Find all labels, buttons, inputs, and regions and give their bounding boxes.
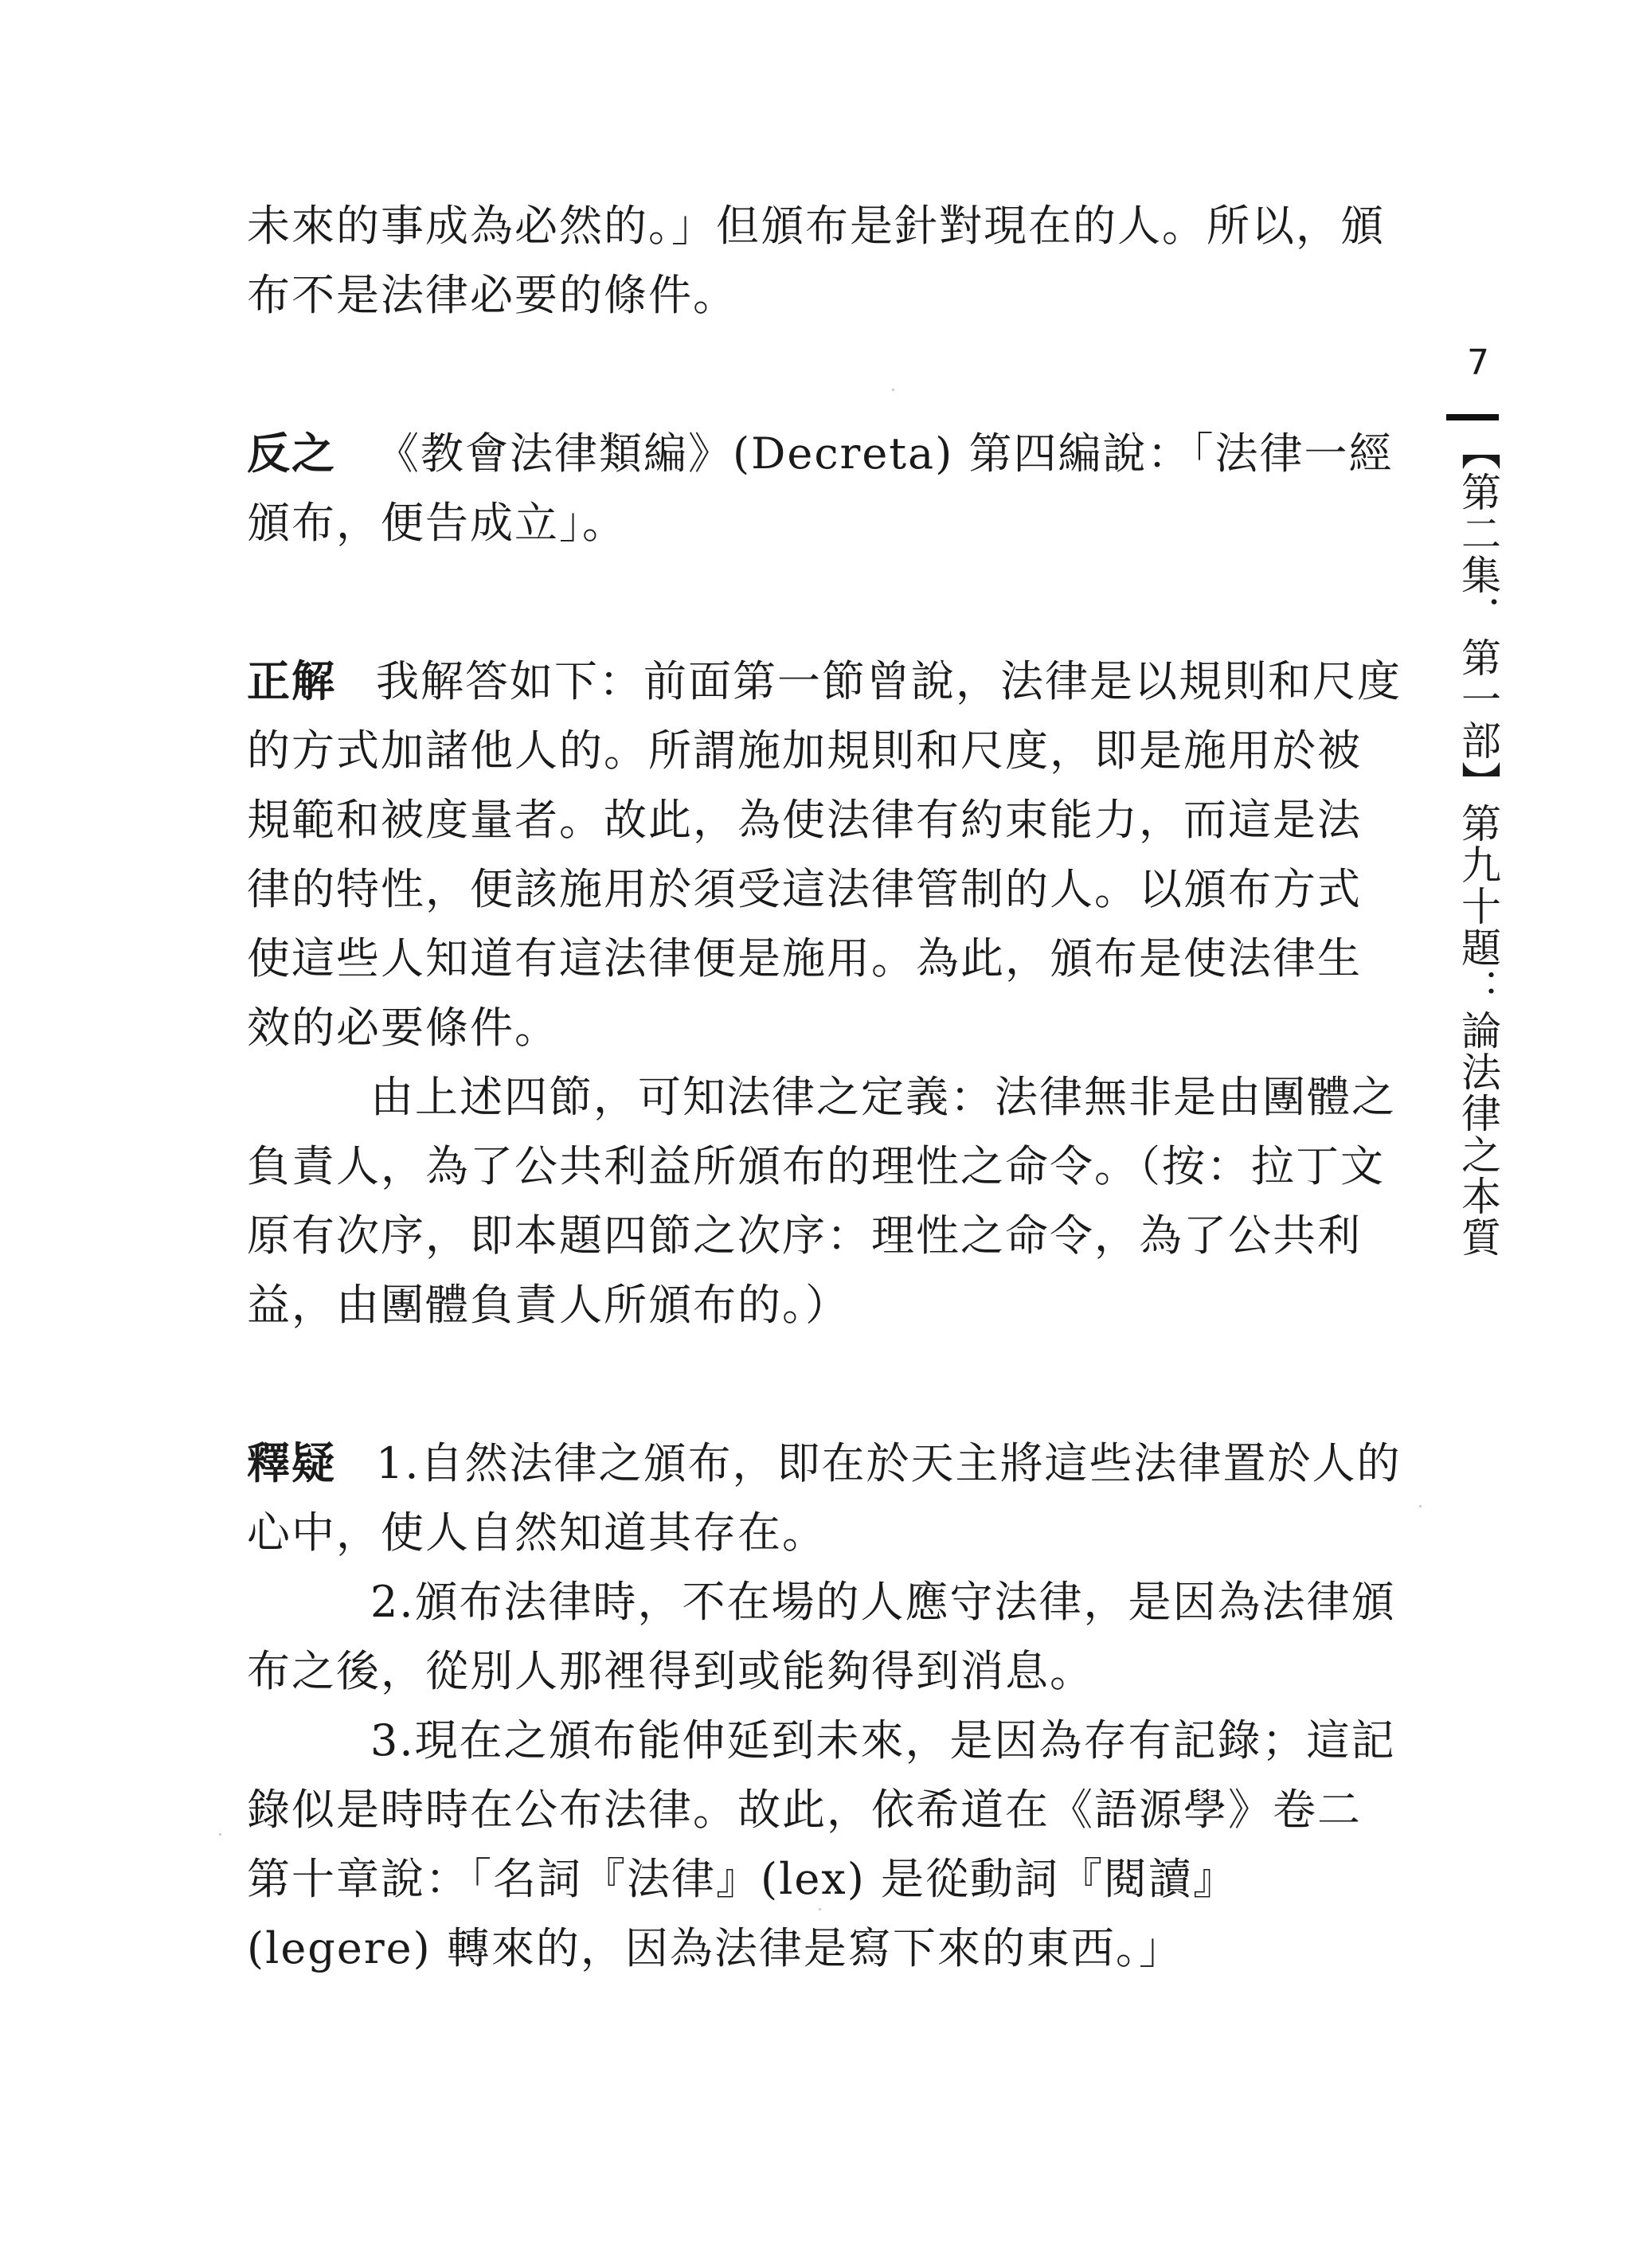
paragraph-text: 1.自然法律之頒布，即在於天主將這些法律置於人的心中，使人自然知道其存在。	[247, 1438, 1402, 1558]
section-replies	[247, 1429, 1402, 1983]
header-rule	[1446, 414, 1499, 420]
paragraph: 由上述四節，可知法律之定義：法律無非是由團體之負責人，為了公共利益所頒布的理性之命令。（按：拉丁文原有次序，即本題四節之次序：理性之命令，為了公共利益，由團體負責人所頒布的。）	[247, 1072, 1396, 1330]
scan-speck	[1419, 1505, 1422, 1507]
page-number: 7	[1467, 342, 1489, 383]
paragraph	[247, 1429, 1402, 1567]
paragraph: 3.現在之頒布能伸延到未來，是因為存有記錄；這記錄似是時時在公布法律。故此，依希道在《語源學》卷二第十章說：「名詞『法律』(lex) 是從動詞『閱讀』(legere) 轉來的，因為法律是寫下來的東西。」	[247, 1715, 1396, 1973]
body-text	[247, 191, 1402, 1983]
scan-speck	[892, 389, 894, 391]
section-label: 釋疑	[247, 1438, 336, 1488]
paragraph	[247, 419, 1402, 557]
paragraph: 未來的事成為必然的。」但頒布是針對現在的人。所以，頒布不是法律必要的條件。	[247, 201, 1385, 320]
paragraph-text: 《教會法律類編》(Decreta) 第四編說：「法律一經頒布，便告成立」。	[247, 428, 1394, 548]
paragraph: 2.頒布法律時，不在場的人應守法律，是因為法律頒布之後，從別人那裡得到或能夠得到消息。	[247, 1577, 1396, 1696]
scan-speck	[219, 1833, 221, 1836]
paragraph-text: 我解答如下：前面第一節曾說，法律是以規則和尺度的方式加諸他人的。所謂施加規則和尺度，即是施用於被規範和被度量者。故此，為使法律有約束能力，而這是法律的特性，便該施用於須受這法律管制的人。以頒布方式使這些人知道有這法律便是施用。為此，頒布是使法律生效的必要條件。	[247, 656, 1402, 1053]
section-label: 正解	[247, 656, 336, 706]
section-label: 反之	[247, 428, 336, 479]
paragraph	[247, 647, 1402, 1062]
section-answer	[247, 647, 1402, 1339]
scan-speck	[819, 1908, 821, 1910]
section-continuation	[247, 191, 1402, 330]
section-objection-contra	[247, 419, 1402, 557]
running-header: 【第二集．第一部】第九十題：論法律之本質	[1455, 430, 1501, 1258]
